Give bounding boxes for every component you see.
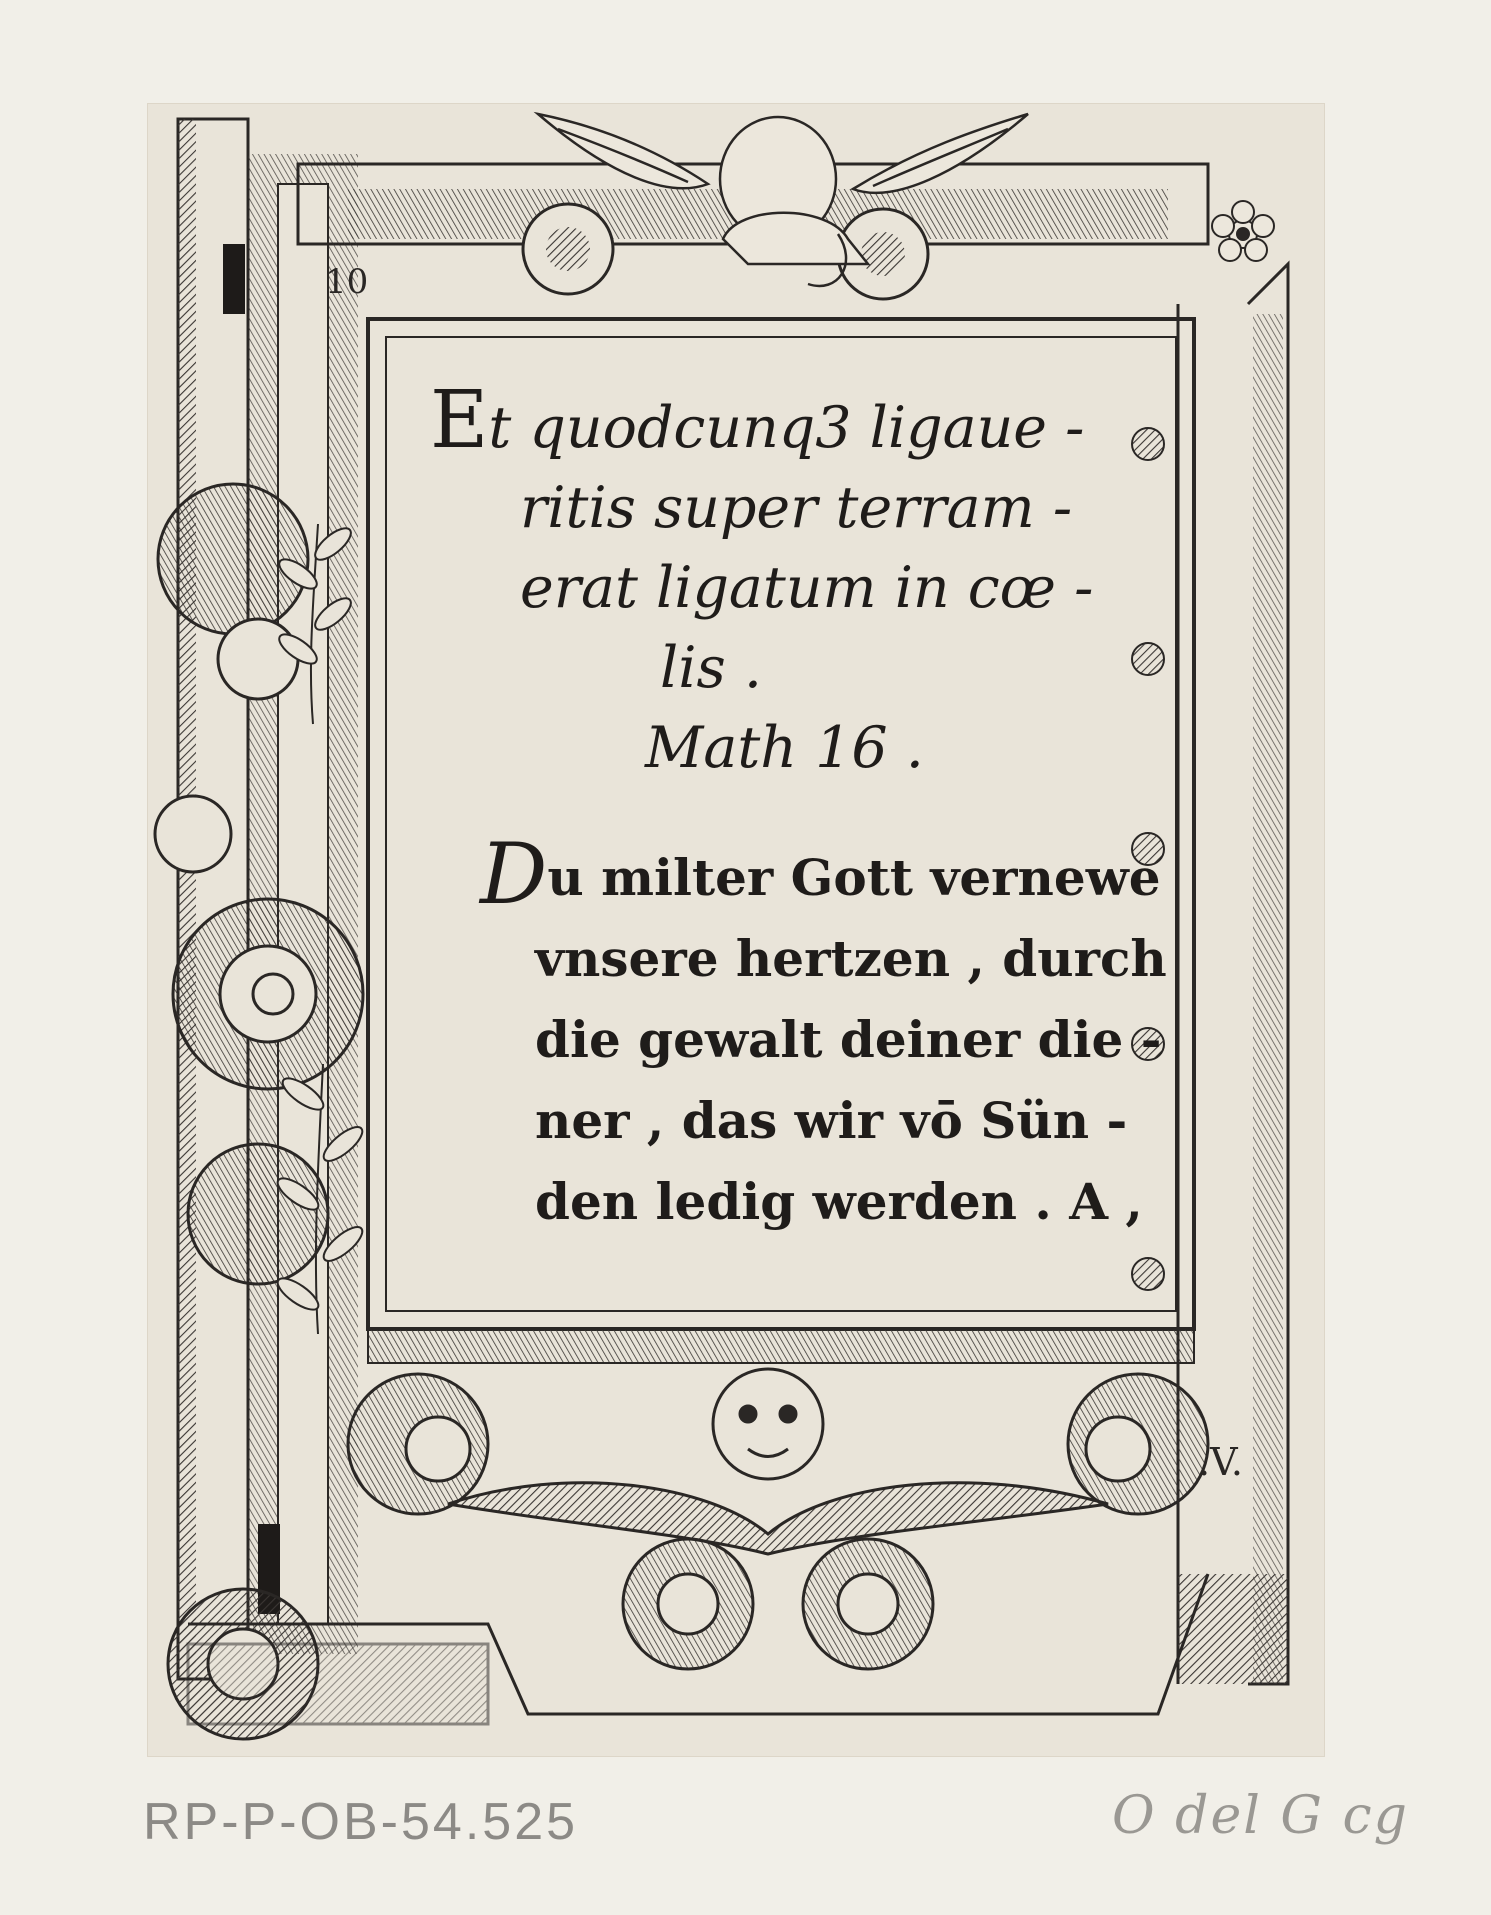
german-drop-cap: D [480, 825, 548, 923]
german-text-block [425, 825, 1185, 1242]
german-line-1-text: u milter Gott vernewe [547, 848, 1161, 907]
german-line-3: die gewalt deiner die - [535, 1010, 1162, 1069]
latin-line-3: erat ligatum in cœ - [520, 555, 1094, 621]
page-number: 10 [325, 262, 369, 302]
latin-line-4: lis . [660, 635, 762, 701]
handwritten-annotation: O del G cg [1112, 1786, 1409, 1846]
latin-line-1 [430, 373, 1170, 468]
latin-text-block [430, 373, 1170, 788]
inventory-number: RP-P-OB-54.525 [143, 1793, 579, 1851]
german-line-5: den ledig werden . A , [535, 1172, 1143, 1231]
german-line-1 [425, 825, 1185, 923]
latin-line-2: ritis super terram - [520, 475, 1073, 541]
rosette-icon [1212, 201, 1274, 261]
german-line-2: vnsere hertzen , durch [535, 929, 1167, 988]
scripture-reference: Math 16 . [645, 715, 924, 781]
latin-line-1-text: t quodcunq3 ligaue - [488, 395, 1085, 461]
german-line-4: ner , das wir vō Sün - [535, 1091, 1128, 1150]
signature-mark: .V. [1198, 1440, 1243, 1484]
latin-drop-cap: E [430, 373, 489, 466]
